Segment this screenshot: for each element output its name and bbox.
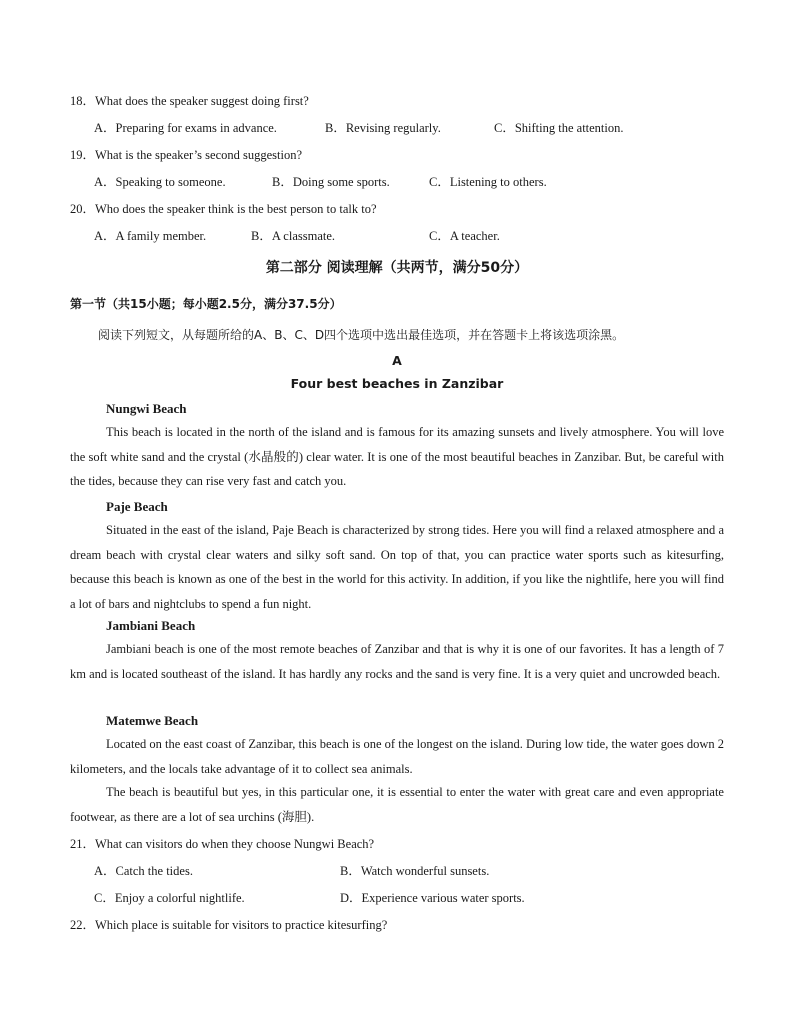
passage-letter: A bbox=[392, 353, 402, 368]
question-20-option-a: A．A family member. bbox=[94, 229, 207, 243]
question-20-option-c: C．A teacher. bbox=[429, 229, 500, 243]
question-20-option-b: B．A classmate. bbox=[251, 229, 336, 243]
paragraph-matemwe-1: Located on the east coast of Zanzibar, this beach is one of the longest on the island. During low tide, the water goes down 2 kilometers, and the locals take advantage of it to collect sea animals. bbox=[70, 737, 724, 776]
beach-heading-jambiani: Jambiani Beach bbox=[106, 618, 196, 633]
paragraph-paje: Situated in the east of the island, Paje Beach is characterized by strong tides. Here you will find a relaxed atmosphere and a dream beach with crystal clear waters and silky soft sand. On top of that, you can practice water sports such as kitesurfing, because this beach is known as one of the best in the world for this activity. In addition, if you like the nightlife, here you will find a lot of bars and nightclubs to spend a fun night. bbox=[70, 523, 724, 611]
question-19-option-a: A．Speaking to someone. bbox=[94, 175, 226, 189]
paragraph-nungwi: This beach is located in the north of the island and is famous for its amazing sunsets and lively atmosphere. You will love the soft white sand and the crystal (水晶般的) clear water. It is one of the most beautiful beaches in Zanzibar. But, be careful with the tides, because they can rise very fast and catch you. bbox=[70, 425, 724, 488]
passage-title: Four best beaches in Zanzibar bbox=[290, 376, 504, 391]
question-21-option-b: B．Watch wonderful sunsets. bbox=[340, 864, 490, 878]
question-20-stem: 20．Who does the speaker think is the best person to talk to? bbox=[70, 202, 377, 216]
question-19-option-c: C．Listening to others. bbox=[429, 175, 547, 189]
paragraph-jambiani: Jambiani beach is one of the most remote beaches of Zanzibar and that is why it is one of our favorites. It has a length of 7 km and is located southeast of the island. It has hardly any rocks and the sand is very fine. It is a very quiet and uncrowded beach. bbox=[70, 642, 724, 681]
question-22-stem: 22．Which place is suitable for visitors to practice kitesurfing? bbox=[70, 918, 388, 932]
instructions: 阅读下列短文，从每题所给的A、B、C、D四个选项中选出最佳选项，并在答题卡上将该选项涂黑。 bbox=[98, 328, 625, 342]
part-title: 第二部分 阅读理解（共两节，满分50分） bbox=[265, 260, 529, 276]
question-21-option-c: C．Enjoy a colorful nightlife. bbox=[94, 891, 245, 905]
question-18-option-a: A．Preparing for exams in advance. bbox=[94, 121, 277, 135]
question-19-option-b: B．Doing some sports. bbox=[272, 175, 390, 189]
beach-heading-nungwi: Nungwi Beach bbox=[106, 401, 187, 416]
beach-heading-matemwe: Matemwe Beach bbox=[106, 713, 199, 728]
question-21-stem: 21．What can visitors do when they choose Nungwi Beach? bbox=[70, 837, 375, 851]
paragraph-matemwe-2: The beach is beautiful but yes, in this particular one, it is essential to enter the water with great care and even appropriate footwear, as there are a lot of sea urchins (海胆). bbox=[70, 785, 724, 824]
section-title: 第一节（共15小题；每小题2.5分，满分37.5分） bbox=[70, 297, 342, 311]
question-21-option-a: A．Catch the tides. bbox=[94, 864, 193, 878]
question-18-option-b: B．Revising regularly. bbox=[325, 121, 441, 135]
question-18-option-c: C．Shifting the attention. bbox=[494, 121, 624, 135]
question-21-option-d: D．Experience various water sports. bbox=[340, 891, 525, 905]
question-19-stem: 19．What is the speaker’s second suggestion? bbox=[70, 148, 303, 162]
question-18-stem: 18．What does the speaker suggest doing first? bbox=[70, 94, 309, 108]
beach-heading-paje: Paje Beach bbox=[106, 499, 168, 514]
